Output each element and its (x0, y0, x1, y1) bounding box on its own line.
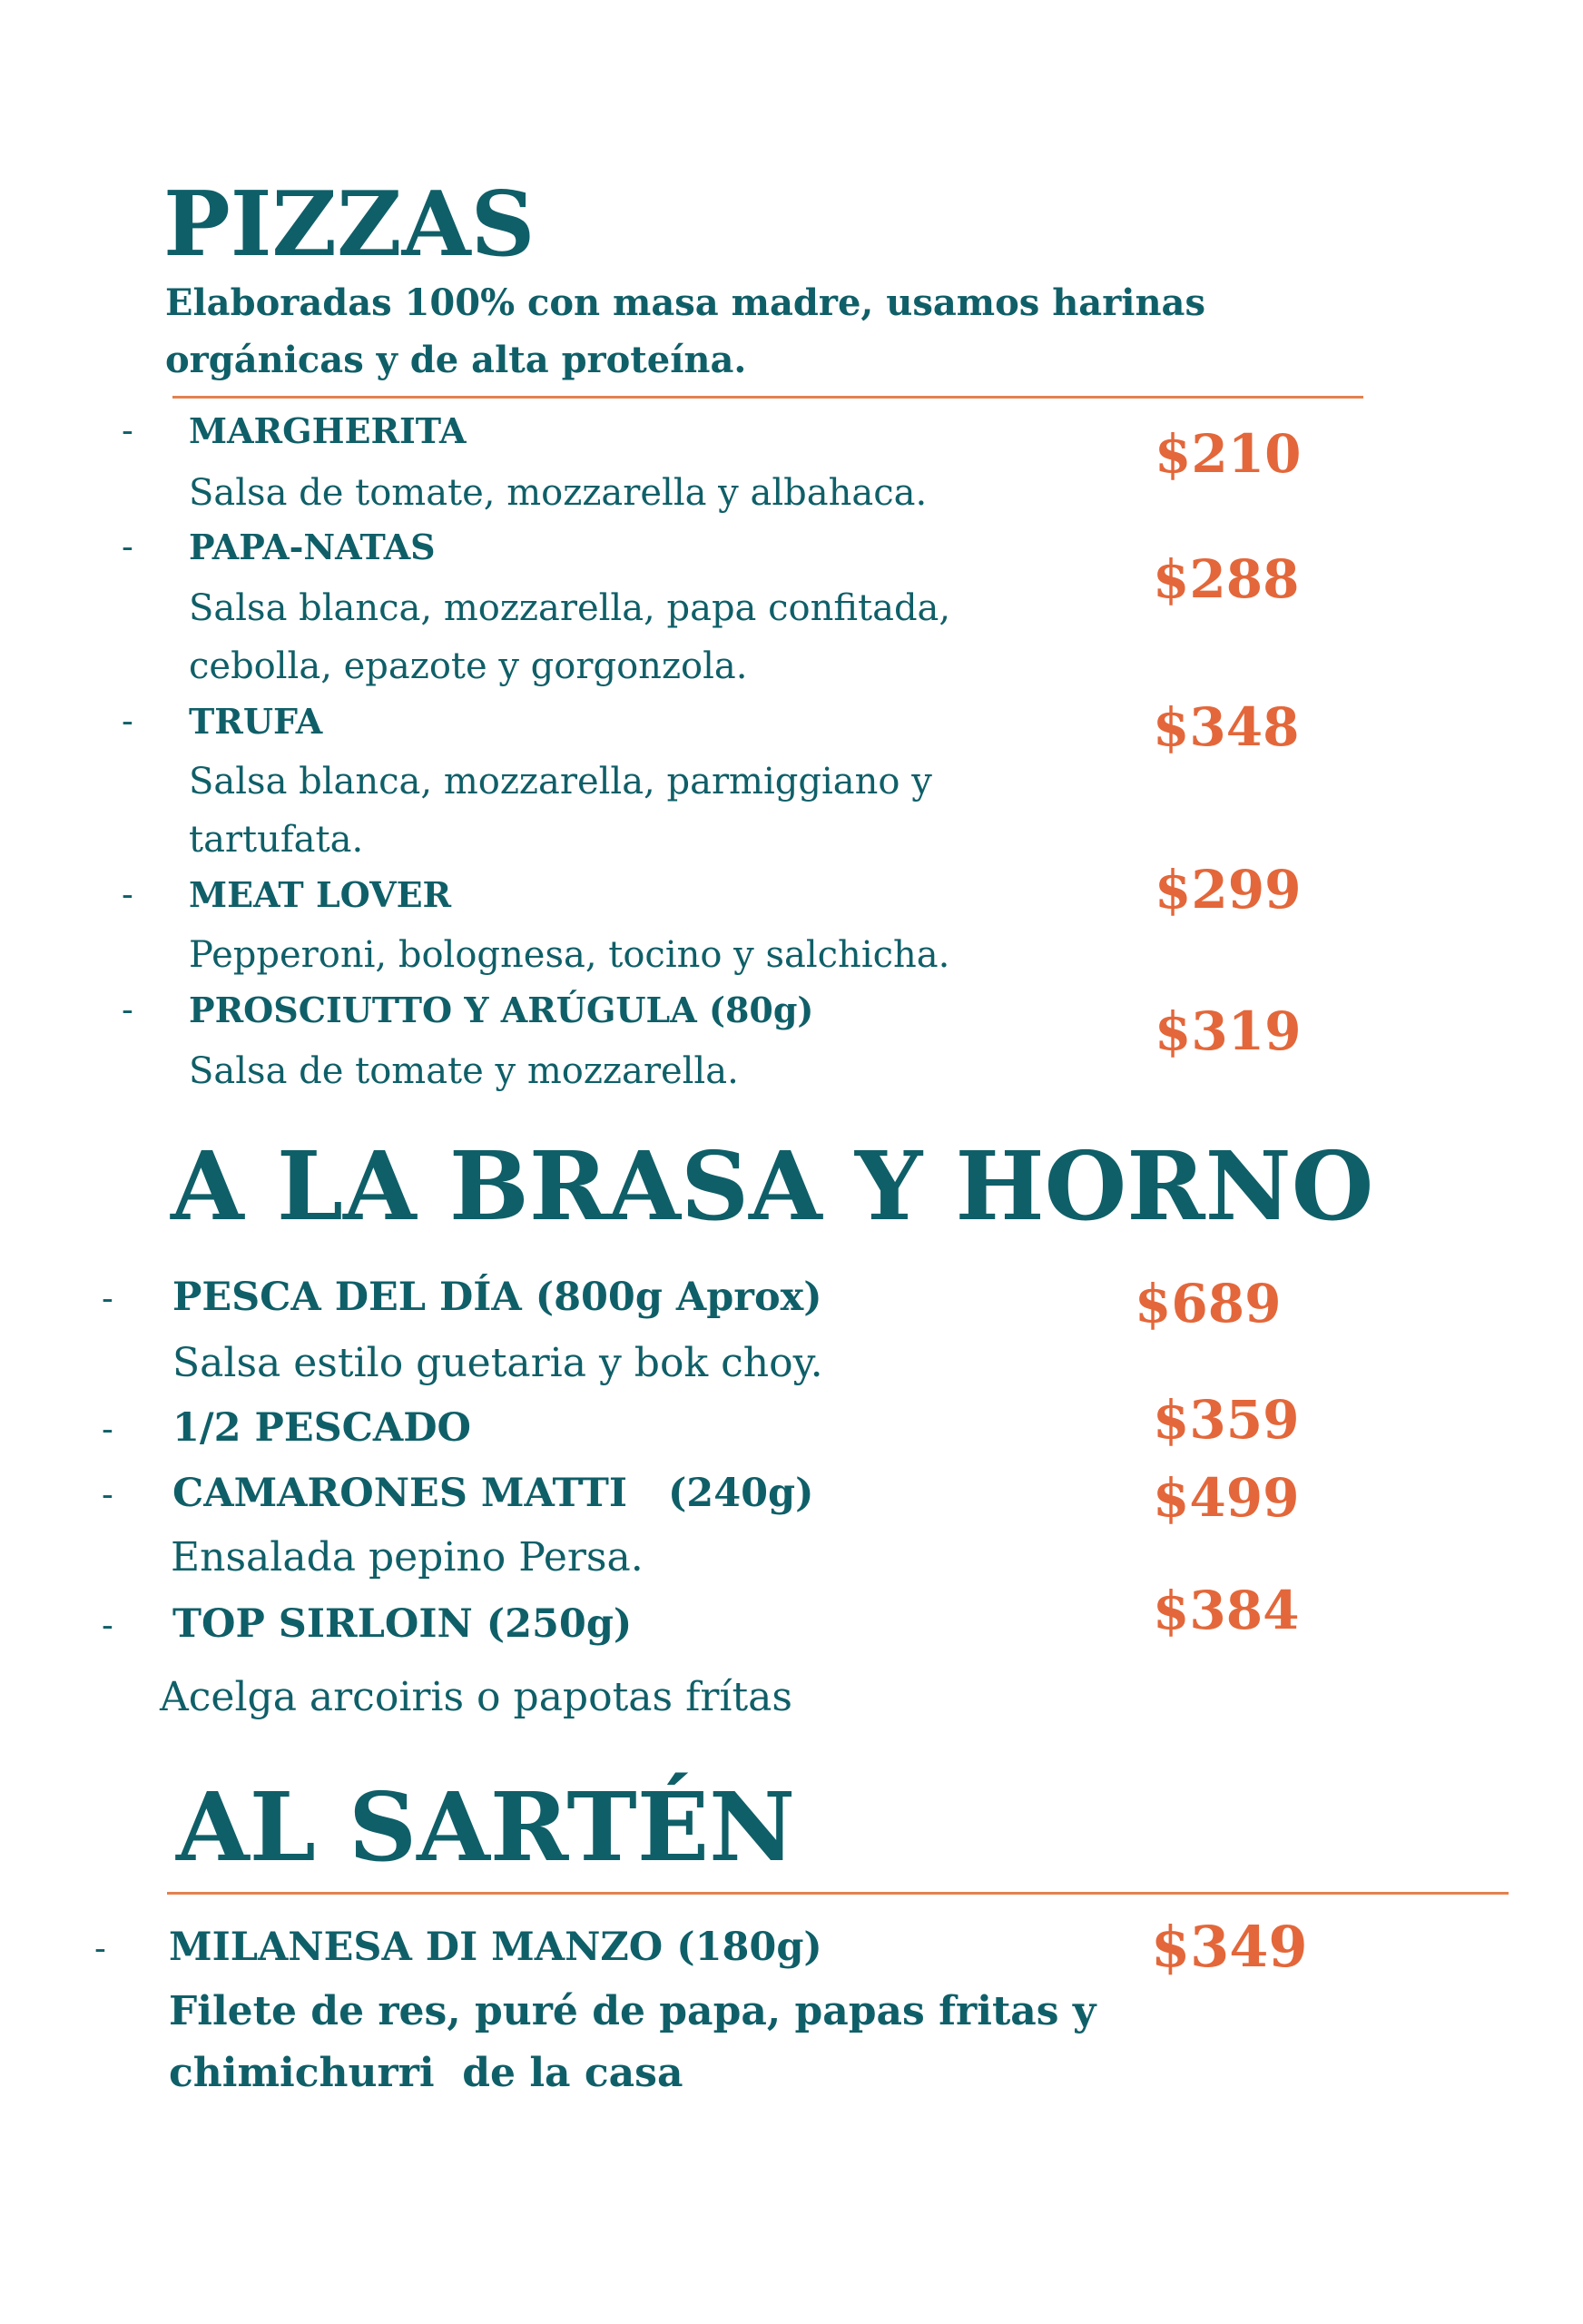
item-price: $349 (1151, 1914, 1308, 1980)
item-price: $689 (1135, 1273, 1282, 1334)
list-bullet: - (122, 874, 133, 914)
item-description: cebolla, epazote y gorgonzola. (189, 645, 748, 687)
item-price: $384 (1153, 1580, 1300, 1641)
list-bullet: - (102, 1605, 113, 1645)
list-bullet: - (102, 1278, 113, 1318)
item-name: MARGHERITA (189, 410, 467, 451)
item-price: $210 (1155, 423, 1302, 485)
item-description: Salsa de tomate, mozzarella y albahaca. (189, 472, 928, 514)
list-bullet: - (94, 1928, 106, 1968)
section-title-pizzas: PIZZAS (163, 172, 536, 277)
item-description: Acelga arcoiris o papotas frítas (160, 1674, 792, 1720)
list-bullet: - (122, 701, 133, 741)
item-name: TRUFA (189, 701, 323, 742)
section-divider (167, 1892, 1509, 1895)
item-description: Salsa de tomate y mozzarella. (189, 1050, 739, 1092)
section-title-brasa: A LA BRASA Y HORNO (171, 1130, 1374, 1242)
item-description: Filete de res, puré de papa, papas fritas y (169, 1988, 1096, 2034)
item-price: $288 (1153, 548, 1300, 610)
section-title-sarten: AL SARTÉN (176, 1771, 796, 1883)
item-name: CAMARONES MATTI (240g) (172, 1471, 814, 1516)
list-bullet: - (122, 410, 133, 450)
item-name: PROSCIUTTO Y ARÚGULA (80g) (189, 990, 814, 1030)
pizzas-intro-line-2: orgánicas y de alta proteína. (165, 339, 747, 381)
item-description: tartufata. (189, 819, 364, 861)
item-name: PESCA DEL DÍA (800g Aprox) (172, 1275, 822, 1320)
list-bullet: - (122, 990, 133, 1029)
item-description: Salsa blanca, mozzarella, papa confitada, (189, 587, 951, 629)
list-bullet: - (102, 1474, 113, 1514)
item-name: MILANESA DI MANZO (180g) (169, 1925, 822, 1970)
pizzas-intro-line-1: Elaboradas 100% con masa madre, usamos harinas (165, 281, 1205, 324)
item-price: $359 (1153, 1389, 1300, 1451)
item-name: TOP SIRLOIN (250g) (172, 1601, 633, 1647)
item-price: $348 (1153, 696, 1300, 758)
item-description: Salsa blanca, mozzarella, parmiggiano y (189, 761, 932, 803)
item-description: Salsa estilo guetaria y bok choy. (172, 1340, 823, 1386)
item-name: MEAT LOVER (189, 874, 452, 915)
item-description: Pepperoni, bolognesa, tocino y salchicha. (189, 934, 950, 976)
list-bullet: - (102, 1409, 113, 1449)
section-divider (172, 396, 1363, 399)
list-bullet: - (122, 527, 133, 566)
item-price: $319 (1155, 1000, 1302, 1062)
item-price: $299 (1155, 859, 1302, 921)
item-name: 1/2 PESCADO (172, 1405, 472, 1451)
item-description: Ensalada pepino Persa. (171, 1534, 644, 1581)
item-price: $499 (1153, 1467, 1300, 1529)
item-name: PAPA-NATAS (189, 527, 436, 567)
item-description: chimichurri de la casa (169, 2050, 683, 2096)
